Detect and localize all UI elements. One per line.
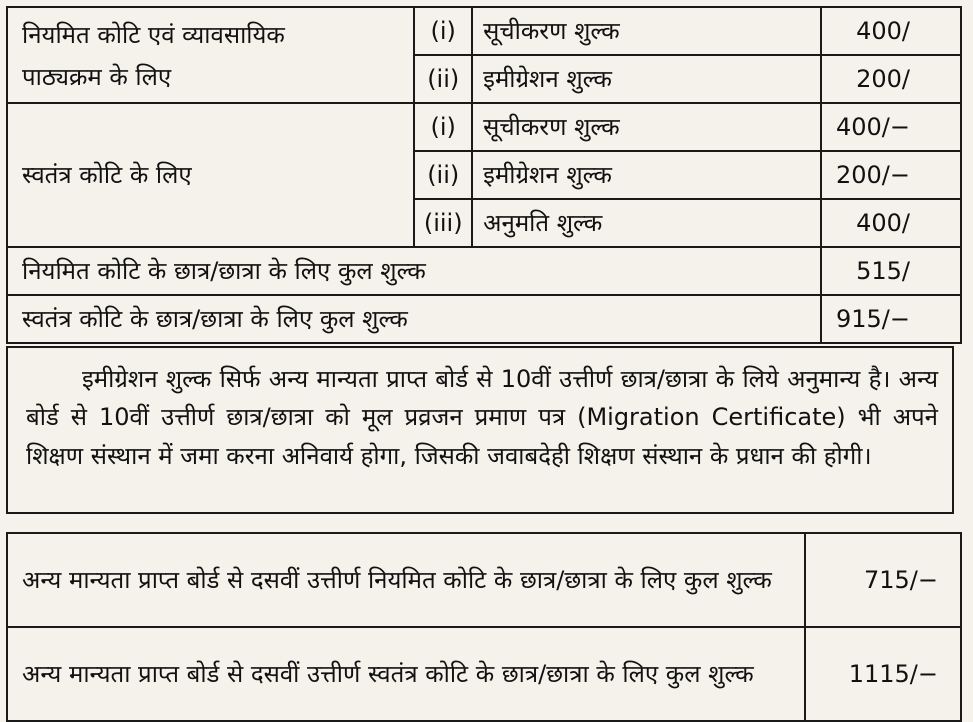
fee-name: अनुमति शुल्क (472, 199, 821, 247)
table-row (7, 627, 961, 721)
fee-name: इमीग्रेशन शुल्क (472, 55, 821, 103)
regular-label-line2: पाठ्यक्रम के लिए (22, 63, 172, 91)
item-number: (i) (414, 103, 472, 151)
other-board-regular-label: अन्य मान्यता प्राप्त बोर्ड से दसवीं उत्तीर्ण नियमित कोटि के छात्र/छात्रा के लिए कुल शुल्क (7, 533, 805, 627)
table-row (7, 103, 961, 151)
other-board-independent-amount: 1115/− (805, 627, 961, 721)
regular-total-label: नियमित कोटि के छात्र/छात्रा के लिए कुल शुल्क (7, 247, 821, 295)
fee-amount: 400/− (821, 103, 961, 151)
table-row (7, 295, 961, 343)
migration-note: इमीग्रेशन शुल्क सिर्फ अन्य मान्यता प्राप्त बोर्ड से 10वीं उत्तीर्ण छात्र/छात्रा के लिये अनुमान्य है। अन्य बोर्ड से 10वीं उत्तीर्ण छात्र/छात्रा को मूल प्रव्रजन प्रमाण पत्र (Migration Certificate) भी अपने शिक्षण संस्थान में जमा करना अनिवार्य होगा, जिसकी जवाबदेही शिक्षण संस्थान के प्रधान की होगी। (26, 365, 938, 470)
item-number: (ii) (414, 151, 472, 199)
fee-table (6, 6, 962, 344)
regular-category-label (7, 7, 414, 103)
table-row (7, 247, 961, 295)
regular-label-line1: नियमित कोटि एवं व्यावसायिक (22, 21, 285, 49)
item-number: (ii) (414, 55, 472, 103)
item-number: (iii) (414, 199, 472, 247)
fee-amount: 200/ (821, 55, 961, 103)
table-row (7, 7, 961, 55)
other-board-table (6, 532, 962, 722)
independent-total-amount: 915/− (821, 295, 961, 343)
fee-amount: 400/ (821, 7, 961, 55)
independent-total-label: स्वतंत्र कोटि के छात्र/छात्रा के लिए कुल शुल्क (7, 295, 821, 343)
regular-total-amount: 515/ (821, 247, 961, 295)
migration-note-box (6, 346, 954, 514)
fee-name: सूचीकरण शुल्क (472, 103, 821, 151)
fee-amount: 400/ (821, 199, 961, 247)
fee-name: सूचीकरण शुल्क (472, 7, 821, 55)
fee-amount: 200/− (821, 151, 961, 199)
table-row (7, 533, 961, 627)
independent-category-label: स्वतंत्र कोटि के लिए (7, 103, 414, 247)
other-board-independent-label: अन्य मान्यता प्राप्त बोर्ड से दसवीं उत्तीर्ण स्वतंत्र कोटि के छात्र/छात्रा के लिए कुल शुल्क (7, 627, 805, 721)
item-number: (i) (414, 7, 472, 55)
other-board-regular-amount: 715/− (805, 533, 961, 627)
fee-name: इमीग्रेशन शुल्क (472, 151, 821, 199)
